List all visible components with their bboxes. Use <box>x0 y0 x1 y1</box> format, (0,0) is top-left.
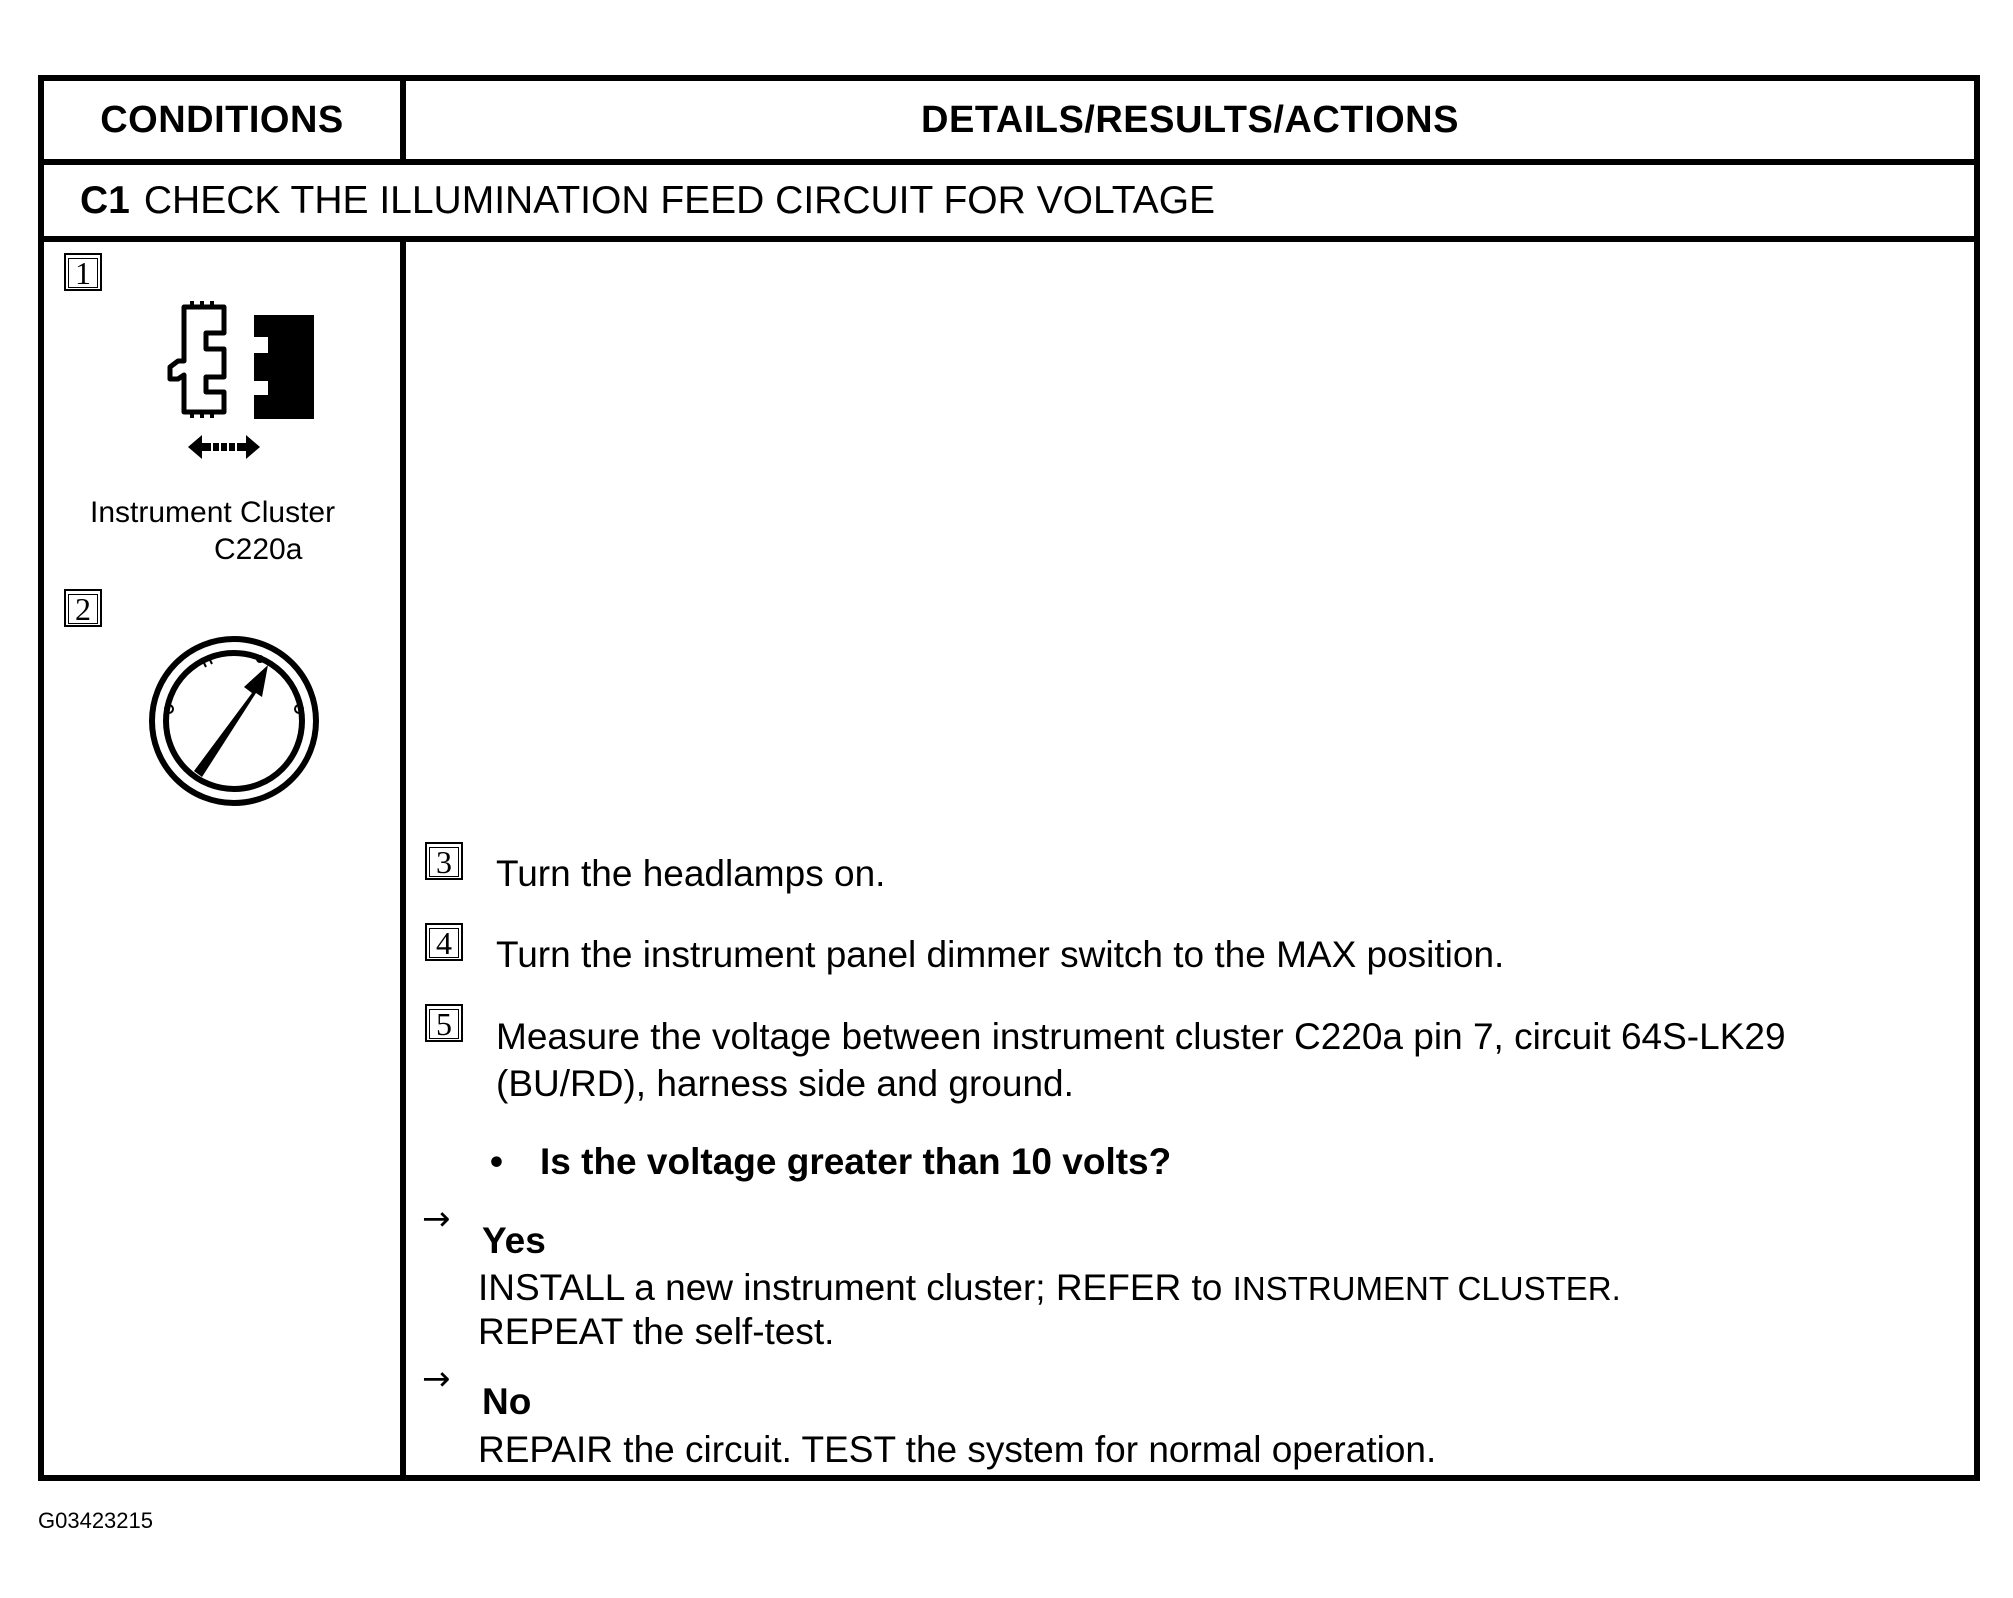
no-label: No <box>482 1381 532 1422</box>
step-5-text-line2: (BU/RD), harness side and ground. <box>496 1063 1074 1104</box>
no-arrow-icon: → <box>422 1359 451 1399</box>
step-3-marker: 3 <box>425 842 463 880</box>
yes-action-line2: REPEAT the self-test. <box>478 1311 835 1352</box>
section-title <box>44 165 1974 236</box>
section-divider <box>44 236 1974 242</box>
step-3-text: Turn the headlamps on. <box>496 853 886 894</box>
ignition-switch-icon <box>144 631 324 811</box>
step-1-marker: 1 <box>64 253 102 291</box>
yes-label: Yes <box>482 1220 546 1261</box>
diagnostic-table <box>38 75 1980 1481</box>
step-4-text: Turn the instrument panel dimmer switch to the MAX position. <box>496 934 1505 975</box>
step-2-marker: 2 <box>64 589 102 627</box>
no-action: REPAIR the circuit. TEST the system for normal operation. <box>478 1429 1437 1470</box>
body-column-divider <box>400 236 406 1475</box>
step-4-marker: 4 <box>425 923 463 961</box>
step-5-text-line1: Measure the voltage between instrument cluster C220a pin 7, circuit 64S-LK29 <box>496 1016 1786 1057</box>
step-1-caption-line2: C220a <box>214 533 303 566</box>
conditions-header: CONDITIONS <box>100 98 344 141</box>
header-column-divider <box>400 81 406 159</box>
figure-id: G03423215 <box>38 1508 153 1533</box>
step-5-marker: 5 <box>425 1004 463 1042</box>
details-header: DETAILS/RESULTS/ACTIONS <box>921 98 1459 141</box>
step-1-caption-line1: Instrument Cluster <box>90 496 336 529</box>
yes-action-link[interactable]: INSTRUMENT CLUSTER. <box>1232 1270 1621 1307</box>
connector-disconnect-icon <box>144 297 344 467</box>
yes-action-line1 <box>478 1267 1621 1309</box>
question-text: Is the voltage greater than 10 volts? <box>540 1141 1172 1182</box>
section-code: C1 <box>80 178 130 222</box>
yes-arrow-icon: → <box>422 1199 451 1239</box>
yes-action-part1: INSTALL a new instrument cluster; REFER to <box>478 1267 1223 1308</box>
question-bullet: • <box>490 1141 503 1182</box>
section-title-text: CHECK THE ILLUMINATION FEED CIRCUIT FOR VOLTAGE <box>143 178 1216 222</box>
